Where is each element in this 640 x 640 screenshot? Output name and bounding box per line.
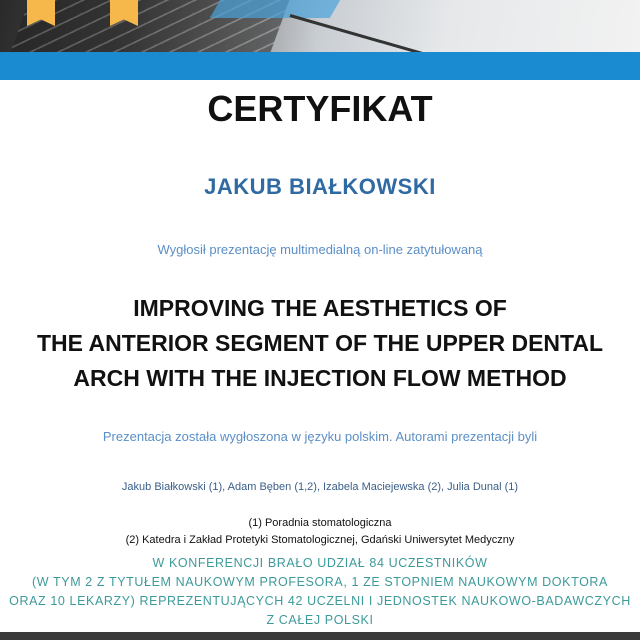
conference-line: Z CAŁEJ POLSKI xyxy=(266,613,374,627)
title-line: IMPROVING THE AESTHETICS OF xyxy=(133,295,507,321)
header-photo xyxy=(0,0,640,52)
intro-text: Wygłosił prezentację multimedialną on-line zatytułowaną xyxy=(157,242,483,257)
title-line: THE ANTERIOR SEGMENT OF THE UPPER DENTAL xyxy=(36,330,604,356)
language-note: Prezentacja została wygłoszona w języku polskim. Autorami prezentacji byli xyxy=(102,429,538,444)
affiliation: (1) Poradnia stomatologiczna xyxy=(248,517,392,529)
conference-line: W KONFERENCJI BRAŁO UDZIAŁ 84 UCZESTNIKÓW xyxy=(152,556,488,570)
pen-image xyxy=(290,14,473,52)
conference-line: ORAZ 10 LEKARZY) REPREZENTUJĄCYCH 42 UCZELNI I JEDNOSTEK NAUKOWO-BADAWCZYCH xyxy=(9,594,631,608)
title-line: ARCH WITH THE INJECTION FLOW METHOD xyxy=(73,365,567,391)
conference-info xyxy=(0,554,640,630)
decorative-shape xyxy=(210,0,340,18)
blue-band xyxy=(0,52,640,80)
presentation-title xyxy=(0,291,640,396)
certificate-heading: CERTYFIKAT xyxy=(207,88,433,129)
authors-list: Jakub Białkowski (1), Adam Bęben (1,2), Izabela Maciejewska (2), Julia Dunal (1) xyxy=(121,481,519,493)
affiliation: (2) Katedra i Zakład Protetyki Stomatologicznej, Gdański Uniwersytet Medyczny xyxy=(125,534,515,546)
affiliations xyxy=(0,515,640,549)
conference-line: (W TYM 2 Z TYTUŁEM NAUKOWYM PROFESORA, 1 ZE STOPNIEM NAUKOWYM DOKTORA xyxy=(32,575,608,589)
recipient-name: JAKUB BIAŁKOWSKI xyxy=(204,174,436,199)
footer-bar xyxy=(0,632,640,640)
